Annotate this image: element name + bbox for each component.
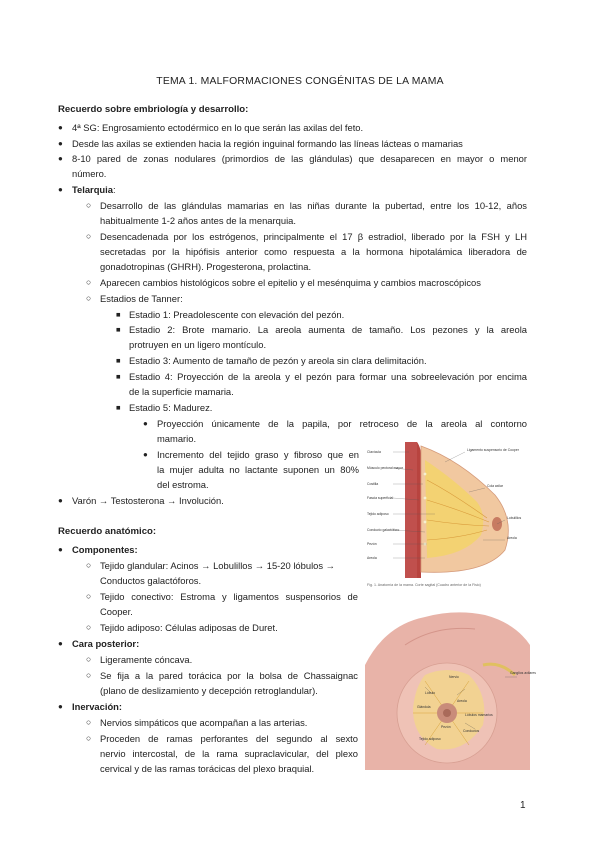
tanner-estadio-4-cont: de la superficie mamaria. bbox=[129, 386, 234, 397]
fig1-label-5: Conducto galactóforo bbox=[367, 528, 400, 532]
madurez-item-papila: ● Proyección únicamente de la papila, por retroceso de la areola al contorno bbox=[157, 417, 527, 430]
tanner-estadio-2: ■ Estadio 2: Brote mamario. La areola aumenta de tamaño. Los pezones y la areola bbox=[129, 323, 527, 336]
fig2-label-8: Glándula bbox=[417, 705, 431, 709]
bullet-4sg: ● 4ª SG: Engrosamiento ectodérmico en lo que serán las axilas del feto. bbox=[72, 121, 363, 134]
fig2-label-1: Nervio bbox=[449, 675, 459, 679]
bullet-componentes: ● Componentes: bbox=[72, 543, 138, 556]
componente-conectivo: ○ Tejido conectivo: Estroma y ligamentos suspensorios de bbox=[100, 590, 358, 603]
fig1-label-6: Pezón bbox=[367, 542, 377, 546]
madurez-item-tejido-cont2: del estroma. bbox=[157, 479, 209, 490]
fig1-label-13: Areola bbox=[507, 536, 517, 540]
telarquia-item-desarrollo-cont: habitualmente 1-2 años antes de la menarquia. bbox=[100, 215, 296, 226]
fig2-label-6: Tejido adiposo bbox=[419, 737, 441, 741]
bullet-telarquia bbox=[72, 183, 116, 196]
inervacion-perforantes-cont1: nervio intercostal, de la rama supraclavicular, del plexo bbox=[100, 748, 358, 759]
tanner-estadio-3: ■ Estadio 3: Aumento de tamaño de pezón y areola sin clara delimitación. bbox=[129, 354, 427, 367]
telarquia-label: Telarquia bbox=[72, 184, 113, 195]
fig1-label-12: Lobulillos bbox=[507, 516, 522, 520]
bullet-lineas-lacteas: ● Desde las axilas se extienden hacia la región inguinal formando las líneas lácteas o mamarias bbox=[72, 137, 463, 150]
cara-posterior-chassaignac: ○ Se fija a la pared torácica por la bolsa de Chassaignac bbox=[100, 669, 358, 682]
componente-conectivo-cont: Cooper. bbox=[100, 606, 133, 617]
fig2-label-0: Ganglios axilares bbox=[510, 671, 537, 675]
telarquia-item-desarrollo: ○ Desarrollo de las glándulas mamarias en las niñas durante la pubertad, entre los 10-12, años bbox=[100, 199, 527, 212]
bullet-varon: ● Varón → Testosterona → Involución. bbox=[72, 494, 224, 507]
inervacion-perforantes: ○ Proceden de ramas perforantes del segundo al sexto bbox=[100, 732, 358, 745]
tanner-estadio-5: ■ Estadio 5: Madurez. bbox=[129, 401, 212, 414]
breast-frontal-figure bbox=[365, 605, 537, 770]
fig1-label-0: Clavícula bbox=[367, 450, 381, 454]
section-heading-embriologia: Recuerdo sobre embriología y desarrollo: bbox=[58, 104, 249, 115]
tanner-estadio-2-cont: protruyen en un ligero montículo. bbox=[129, 339, 267, 350]
breast-frontal-illustration bbox=[365, 605, 530, 770]
figure1-caption: Fig. 1. Anatomía de la mama. Corte sagital (Cuadro anterior de la Fisio) bbox=[367, 583, 481, 587]
madurez-item-papila-cont: mamario. bbox=[157, 433, 197, 444]
section-heading-anatomico: Recuerdo anatómico: bbox=[58, 526, 157, 537]
componente-glandular-cont: Conductos galactóforos. bbox=[100, 575, 202, 586]
bullet-zonas-nodulares-cont: número. bbox=[72, 168, 107, 179]
fig2-label-5: Conductos bbox=[463, 729, 480, 733]
telarquia-colon: : bbox=[112, 184, 116, 195]
fig1-label-3: Fascia superficial bbox=[367, 496, 394, 500]
inervacion-simpaticos: ○ Nervios simpáticos que acompañan a las arterias. bbox=[100, 716, 307, 729]
bullet-inervacion: ● Inervación: bbox=[72, 700, 122, 713]
fig2-label-4: Pezón bbox=[441, 725, 451, 729]
cara-posterior-chassaignac-cont: (plano de deslizamiento y decepción retroglandular). bbox=[100, 685, 318, 696]
telarquia-item-estrogenos: ○ Desencadenada por los estrógenos, principalmente el 17 β estradiol, liberado por la FSH y LH bbox=[100, 230, 527, 243]
breast-sagittal-figure bbox=[365, 440, 530, 580]
fig1-label-1: Músculo pectoral mayor bbox=[367, 466, 403, 470]
fig1-label-9: Ligamento suspensorio de Cooper bbox=[467, 448, 519, 452]
cara-posterior-concava: ○ Ligeramente cóncava. bbox=[100, 653, 192, 666]
fig1-label-2: Costilla bbox=[367, 482, 379, 486]
telarquia-item-cambios: ○ Aparecen cambios histológicos sobre el epitelio y el mesénquima y cambios macroscópicos bbox=[100, 276, 481, 289]
bullet-zonas-nodulares: ● 8-10 pared de zonas nodulares (primordios de las glándulas) que desaparecen en mayor o menor bbox=[72, 152, 527, 165]
madurez-item-tejido: ● Incremento del tejido graso y fibroso que en bbox=[157, 448, 359, 461]
componente-adiposo: ○ Tejido adiposo: Células adiposas de Duret. bbox=[100, 621, 278, 634]
telarquia-item-tanner: ○ Estadios de Tanner: bbox=[100, 292, 183, 305]
tanner-estadio-1: ■ Estadio 1: Preadolescente con elevación del pezón. bbox=[129, 308, 344, 321]
telarquia-item-estrogenos-cont2: gonadotropinas (GHRH). Progesterona, prolactina. bbox=[100, 261, 312, 272]
fig1-label-10: Cola axilar bbox=[487, 484, 504, 488]
tanner-estadio-4: ■ Estadio 4: Proyección de la areola y el pezón para formar una sobreelevación por encima bbox=[129, 370, 527, 383]
fig2-label-2: Lóbulo bbox=[425, 691, 436, 695]
fig2-label-3: Areola bbox=[457, 699, 467, 703]
page-title: TEMA 1. MALFORMACIONES CONGÉNITAS DE LA MAMA bbox=[156, 76, 444, 87]
bullet-cara-posterior: ● Cara posterior: bbox=[72, 637, 139, 650]
componente-glandular: ○ Tejido glandular: Acinos → Lobulillos → 15-20 lóbulos → bbox=[100, 559, 358, 572]
inervacion-perforantes-cont2: cervical y de las ramas torácicas del plexo braquial. bbox=[100, 763, 315, 774]
breast-sagittal-illustration bbox=[365, 440, 530, 580]
telarquia-item-estrogenos-cont1: secretadas por la hipófisis anterior como respuesta a la hormona hipotalámica liberadora de bbox=[100, 246, 527, 257]
fig1-label-7: Areola bbox=[367, 556, 377, 560]
page-number: 1 bbox=[520, 800, 526, 811]
fig2-label-7: Lóbulos mamarios bbox=[465, 713, 493, 717]
madurez-item-tejido-cont1: la mujer adulta no lactante suponen un 80% bbox=[157, 464, 359, 475]
fig1-label-4: Tejido adiposo bbox=[367, 512, 389, 516]
